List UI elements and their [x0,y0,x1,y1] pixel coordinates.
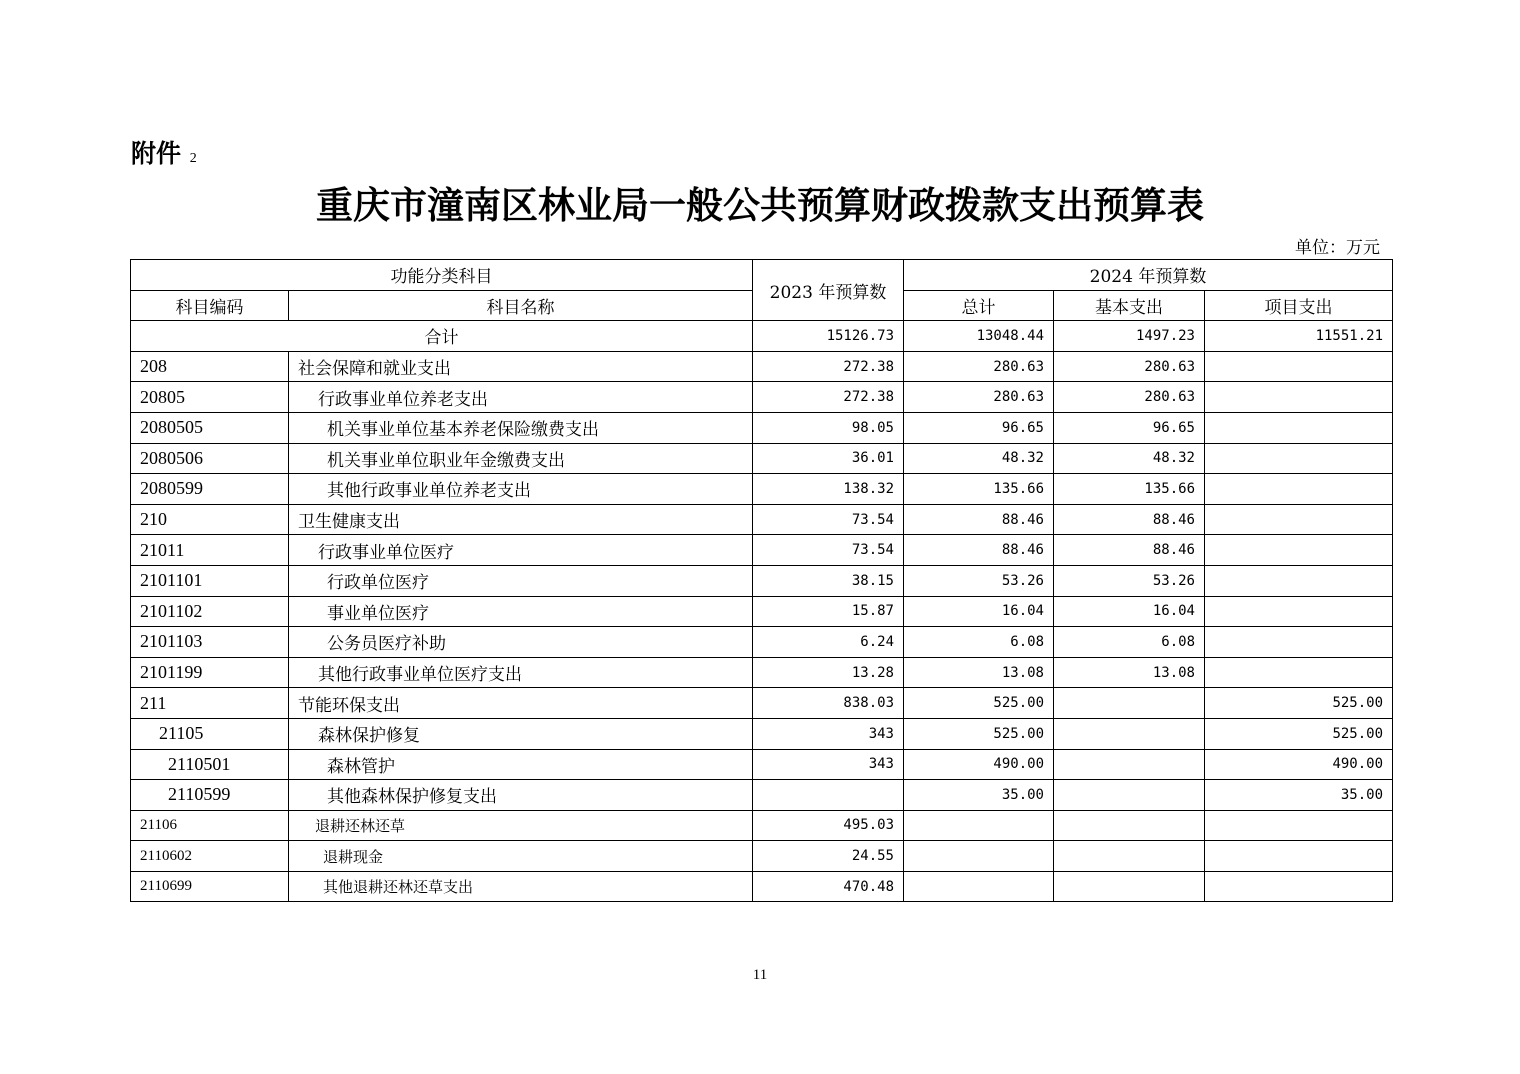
row-total: 525.00 [904,688,1054,719]
row-code: 21011 [131,535,289,566]
row-project [1205,657,1393,688]
row-total [904,871,1054,902]
row-name: 公务员医疗补助 [289,627,753,658]
table-row [131,841,1393,872]
header-total: 总计 [904,290,1054,321]
row-code: 2101101 [131,565,289,596]
total-row [131,321,1393,352]
row-name: 机关事业单位基本养老保险缴费支出 [289,412,753,443]
table-row [131,351,1393,382]
row-code: 2080599 [131,474,289,505]
row-project [1205,535,1393,566]
page-title: 重庆市潼南区林业局一般公共预算财政拨款支出预算表 [316,183,1204,227]
table-row [131,871,1393,902]
table-row [131,474,1393,505]
row-total: 88.46 [904,535,1054,566]
table-row [131,382,1393,413]
row-basic [1054,780,1205,811]
row-basic: 53.26 [1054,565,1205,596]
row-name: 节能环保支出 [289,688,753,719]
row-code: 211 [131,688,289,719]
row-code: 2110501 [131,749,289,780]
table-row [131,657,1393,688]
header-budget-2023: 2023 年预算数 [753,260,904,321]
table-row [131,565,1393,596]
row-basic: 88.46 [1054,535,1205,566]
row-project [1205,382,1393,413]
attachment-label-text: 附件 [131,139,182,168]
row-budget-2023: 272.38 [753,351,904,382]
row-name: 社会保障和就业支出 [289,351,753,382]
attachment-label [131,134,197,170]
row-budget-2023: 24.55 [753,841,904,872]
row-budget-2023: 838.03 [753,688,904,719]
row-name: 行政事业单位养老支出 [289,382,753,413]
table-row [131,810,1393,841]
row-total: 280.63 [904,382,1054,413]
row-total: 280.63 [904,351,1054,382]
row-code: 210 [131,504,289,535]
total-basic: 1497.23 [1054,321,1205,352]
total-project: 11551.21 [1205,321,1393,352]
row-code: 2110602 [131,841,289,872]
row-project [1205,841,1393,872]
row-basic [1054,718,1205,749]
row-total: 48.32 [904,443,1054,474]
row-name: 其他行政事业单位养老支出 [289,474,753,505]
row-project [1205,871,1393,902]
table-row [131,780,1393,811]
row-total: 88.46 [904,504,1054,535]
row-budget-2023: 138.32 [753,474,904,505]
row-basic: 16.04 [1054,596,1205,627]
table-row [131,749,1393,780]
row-project: 525.00 [1205,718,1393,749]
row-project: 490.00 [1205,749,1393,780]
budget-table [130,259,1393,902]
row-name: 事业单位医疗 [289,596,753,627]
table-row [131,596,1393,627]
row-name: 森林保护修复 [289,718,753,749]
row-project [1205,627,1393,658]
attachment-number: 2 [189,151,197,166]
row-name: 退耕还林还草 [289,810,753,841]
row-code: 2101199 [131,657,289,688]
row-project [1205,443,1393,474]
row-budget-2023: 36.01 [753,443,904,474]
row-name: 退耕现金 [289,841,753,872]
row-basic: 135.66 [1054,474,1205,505]
header-basic: 基本支出 [1054,290,1205,321]
row-name: 行政单位医疗 [289,565,753,596]
row-total: 53.26 [904,565,1054,596]
row-budget-2023: 38.15 [753,565,904,596]
row-basic: 6.08 [1054,627,1205,658]
row-code: 21105 [131,718,289,749]
row-project [1205,565,1393,596]
row-project: 35.00 [1205,780,1393,811]
row-project [1205,474,1393,505]
row-basic: 280.63 [1054,351,1205,382]
row-budget-2023 [753,780,904,811]
row-budget-2023: 470.48 [753,871,904,902]
row-total [904,810,1054,841]
row-code: 21106 [131,810,289,841]
page-number: 11 [752,967,768,983]
row-budget-2023: 6.24 [753,627,904,658]
row-total: 16.04 [904,596,1054,627]
row-total: 35.00 [904,780,1054,811]
total-label: 合计 [131,321,753,352]
row-basic: 280.63 [1054,382,1205,413]
row-name: 其他行政事业单位医疗支出 [289,657,753,688]
row-total: 490.00 [904,749,1054,780]
row-project: 525.00 [1205,688,1393,719]
row-name: 行政事业单位医疗 [289,535,753,566]
row-code: 208 [131,351,289,382]
row-basic [1054,810,1205,841]
table-row [131,688,1393,719]
row-name: 森林管护 [289,749,753,780]
table-row [131,627,1393,658]
row-name: 机关事业单位职业年金缴费支出 [289,443,753,474]
row-total: 525.00 [904,718,1054,749]
row-code: 2101102 [131,596,289,627]
header-code: 科目编码 [131,290,289,321]
row-project [1205,412,1393,443]
row-total: 13.08 [904,657,1054,688]
row-basic [1054,871,1205,902]
row-project [1205,810,1393,841]
row-basic [1054,749,1205,780]
row-project [1205,596,1393,627]
row-total: 96.65 [904,412,1054,443]
row-total: 135.66 [904,474,1054,505]
row-basic: 96.65 [1054,412,1205,443]
row-basic: 48.32 [1054,443,1205,474]
row-basic [1054,688,1205,719]
header-budget-2024: 2024 年预算数 [904,260,1393,291]
header-row-1 [131,260,1393,291]
row-budget-2023: 272.38 [753,382,904,413]
row-basic: 13.08 [1054,657,1205,688]
row-name: 其他退耕还林还草支出 [289,871,753,902]
row-name: 其他森林保护修复支出 [289,780,753,811]
row-budget-2023: 13.28 [753,657,904,688]
table-row [131,412,1393,443]
row-project [1205,351,1393,382]
row-name: 卫生健康支出 [289,504,753,535]
unit-label: 单位：万元 [1295,238,1380,258]
table-row [131,504,1393,535]
row-code: 20805 [131,382,289,413]
header-project: 项目支出 [1205,290,1393,321]
row-budget-2023: 343 [753,749,904,780]
row-basic [1054,841,1205,872]
row-budget-2023: 73.54 [753,504,904,535]
table-row [131,535,1393,566]
row-total: 6.08 [904,627,1054,658]
table-row [131,443,1393,474]
total-budget-2023: 15126.73 [753,321,904,352]
row-code: 2080505 [131,412,289,443]
row-code: 2101103 [131,627,289,658]
row-budget-2023: 73.54 [753,535,904,566]
row-basic: 88.46 [1054,504,1205,535]
row-code: 2080506 [131,443,289,474]
header-name: 科目名称 [289,290,753,321]
row-budget-2023: 343 [753,718,904,749]
row-total [904,841,1054,872]
row-budget-2023: 15.87 [753,596,904,627]
row-budget-2023: 495.03 [753,810,904,841]
row-budget-2023: 98.05 [753,412,904,443]
row-code: 2110699 [131,871,289,902]
table-row [131,718,1393,749]
header-functional-category: 功能分类科目 [131,260,753,291]
row-code: 2110599 [131,780,289,811]
total-total: 13048.44 [904,321,1054,352]
row-project [1205,504,1393,535]
